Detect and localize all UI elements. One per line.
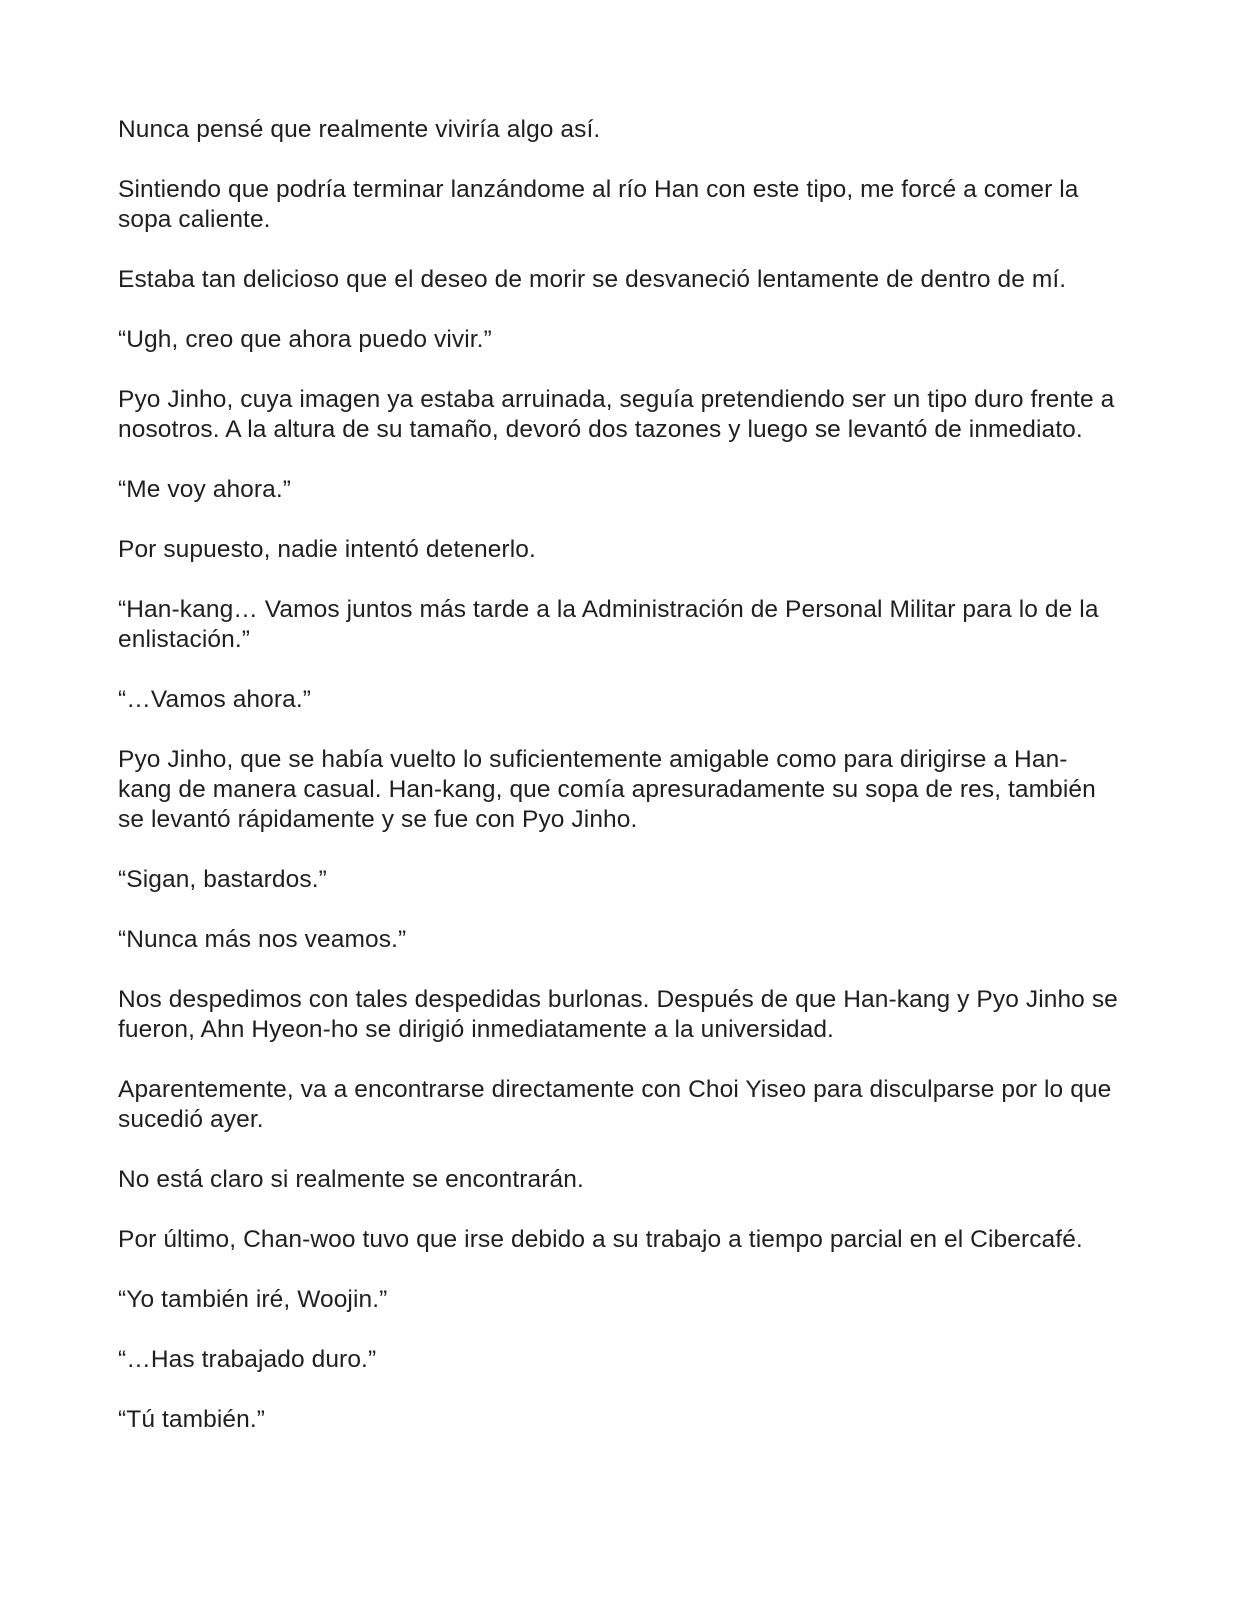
paragraph: “Yo también iré, Woojin.” [118,1286,388,1313]
paragraph: “Sigan, bastardos.” [118,866,327,893]
paragraph: Nunca pensé que realmente viviría algo así. [118,116,601,143]
paragraph: “Ugh, creo que ahora puedo vivir.” [118,326,492,353]
paragraph: No está claro si realmente se encontrarán. [118,1166,584,1193]
paragraph: Nos despedimos con tales despedidas burlonas. Después de que Han-kang y Pyo Jinho se fueron, Ahn Hyeon-ho se dirigió inmediatamente a la universidad. [118,986,1118,1043]
paragraph: Por último, Chan-woo tuvo que irse debido a su trabajo a tiempo parcial en el Cibercafé. [118,1226,1083,1253]
paragraph: “…Has trabajado duro.” [118,1346,377,1373]
paragraph: Sintiendo que podría terminar lanzándome al río Han con este tipo, me forcé a comer la sopa caliente. [118,176,1079,233]
document-body [118,115,1118,1465]
paragraph: Pyo Jinho, cuya imagen ya estaba arruinada, seguía pretendiendo ser un tipo duro frente a nosotros. A la altura de su tamaño, devoró dos tazones y luego se levantó de inmediato. [118,386,1115,443]
paragraph: “Nunca más nos veamos.” [118,926,407,953]
paragraph: Estaba tan delicioso que el deseo de morir se desvaneció lentamente de dentro de mí. [118,266,1067,293]
paragraph: Por supuesto, nadie intentó detenerlo. [118,536,536,563]
paragraph: “…Vamos ahora.” [118,686,312,713]
paragraph: “Han-kang… Vamos juntos más tarde a la Administración de Personal Militar para lo de la enlistación.” [118,596,1099,653]
paragraph: “Tú también.” [118,1406,265,1433]
paragraph: “Me voy ahora.” [118,476,292,503]
paragraph: Aparentemente, va a encontrarse directamente con Choi Yiseo para disculparse por lo que sucedió ayer. [118,1076,1112,1133]
paragraph: Pyo Jinho, que se había vuelto lo suficientemente amigable como para dirigirse a Han-kang de manera casual. Han-kang, que comía apresuradamente su sopa de res, también se levantó rápidamente y se fue con Pyo Jinho. [118,746,1096,833]
